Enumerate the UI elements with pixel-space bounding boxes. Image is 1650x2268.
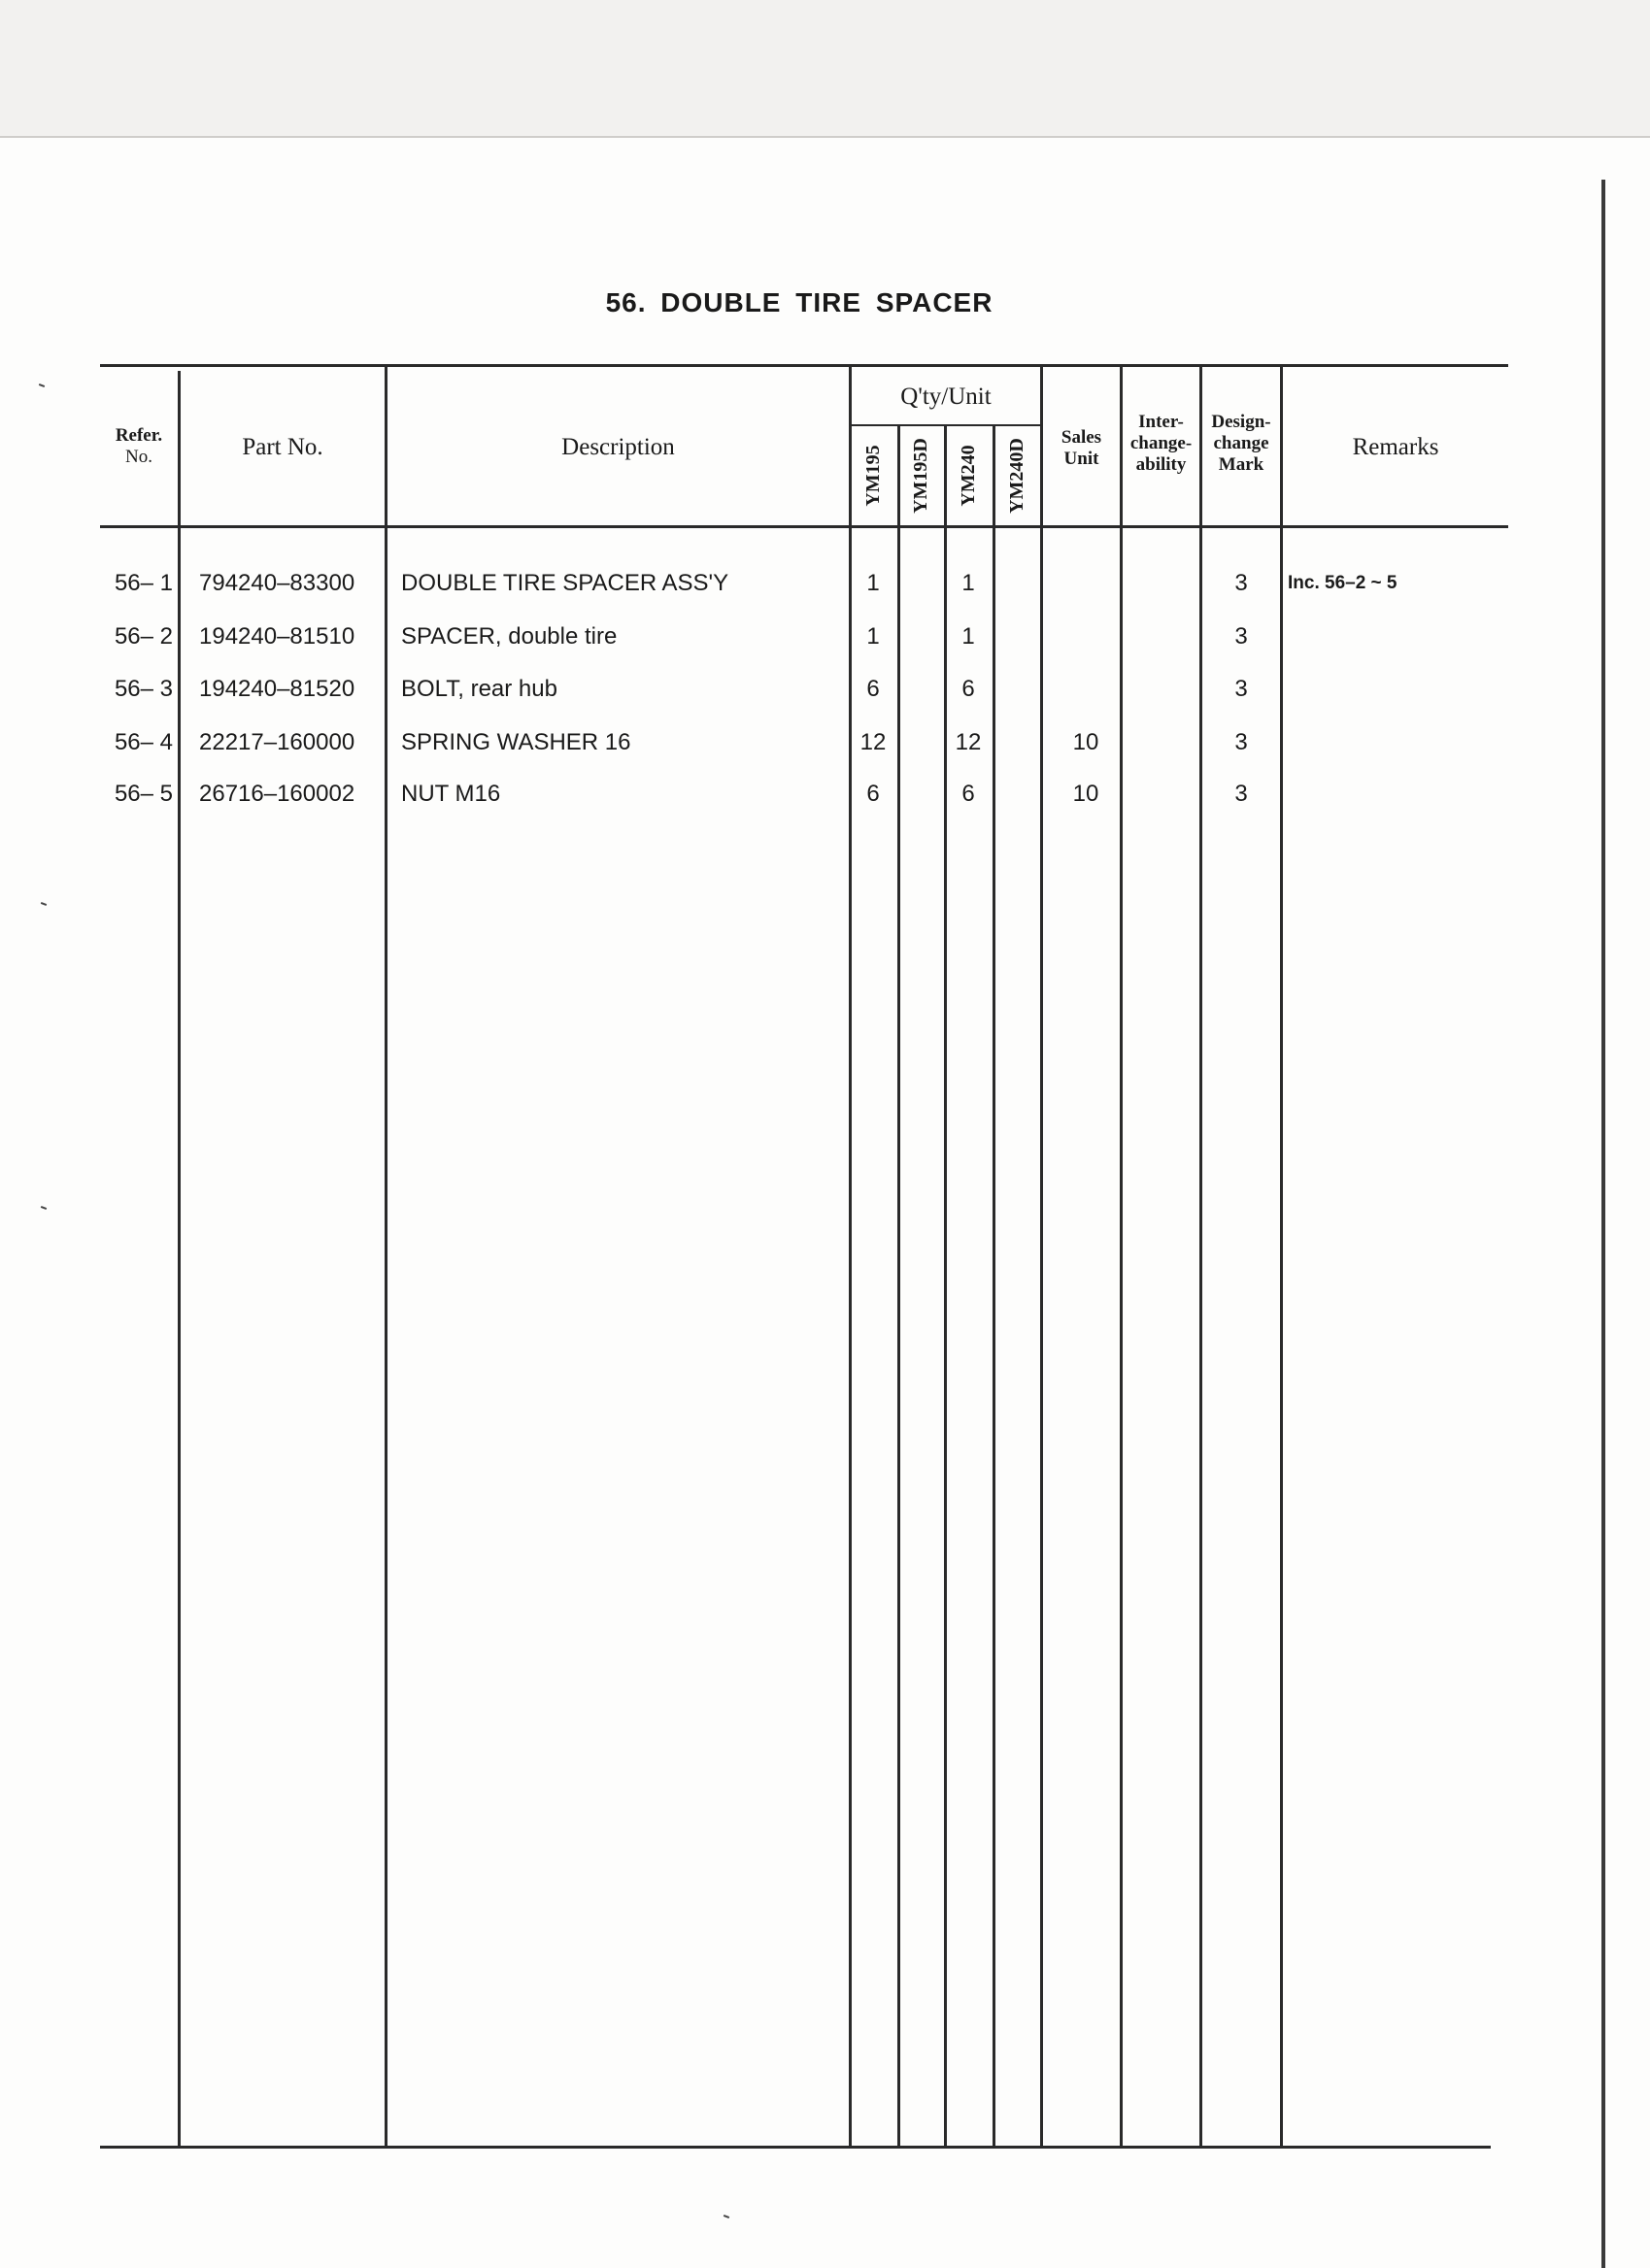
header-refer [100, 425, 178, 468]
header-ym240: YM240 [958, 445, 979, 507]
row-sales-unit [1059, 675, 1113, 704]
row-part-no: 194240–81510 [199, 623, 355, 650]
header-ym195d: YM195D [910, 438, 931, 514]
row-qty-ym240: 1 [961, 623, 975, 650]
row-sales-unit: 10 [1072, 729, 1099, 755]
header-inter-line1: Inter- [1138, 412, 1184, 432]
row-part-no: 194240–81520 [199, 676, 355, 702]
header-sales-line1: Sales [1061, 427, 1102, 448]
col-divider-design [1280, 367, 1283, 2148]
header-interchangeability [1123, 412, 1199, 476]
header-sales-line2: Unit [1063, 448, 1099, 469]
header-part-no: Part No. [242, 434, 323, 460]
header-inter-line3: ability [1135, 453, 1187, 475]
col-divider-ym240d [1040, 367, 1043, 2148]
row-sales-unit: 10 [1072, 781, 1099, 807]
row-description: BOLT, rear hub [401, 676, 557, 702]
row-design-mark: 3 [1234, 729, 1248, 755]
header-sales-unit [1043, 427, 1120, 470]
header-ym195: YM195 [862, 445, 884, 507]
header-design-line2: change [1213, 432, 1269, 453]
row-design-mark: 3 [1234, 623, 1248, 650]
row-description: SPRING WASHER 16 [401, 729, 631, 755]
row-ref: 56– 2 [114, 623, 173, 650]
header-qty-unit: Q'ty/Unit [900, 384, 992, 410]
row-design-mark: 3 [1234, 570, 1248, 596]
row-remark: Inc. 56–2 ~ 5 [1288, 573, 1397, 593]
header-design-line1: Design- [1211, 412, 1271, 432]
col-divider-ym240 [993, 424, 995, 2148]
table-top-rule [100, 364, 1508, 367]
row-ref: 56– 1 [114, 570, 173, 596]
row-qty-ym195: 6 [866, 676, 880, 702]
row-qty-ym240: 12 [955, 729, 982, 755]
row-part-no: 794240–83300 [199, 570, 355, 596]
header-refer-line2: No. [125, 446, 152, 467]
row-sales-unit [1059, 569, 1113, 598]
header-description: Description [561, 434, 675, 460]
row-qty-ym195: 12 [859, 729, 887, 755]
col-divider-ym195 [897, 424, 900, 2148]
row-part-no: 22217–160000 [199, 729, 355, 755]
row-description: NUT M16 [401, 781, 501, 807]
row-qty-ym195: 6 [866, 781, 880, 807]
row-description: SPACER, double tire [401, 623, 618, 650]
row-ref: 56– 5 [114, 781, 173, 807]
row-design-mark: 3 [1234, 676, 1248, 702]
row-sales-unit [1059, 622, 1113, 651]
row-qty-ym240: 1 [961, 570, 975, 596]
row-qty-ym240: 6 [961, 781, 975, 807]
scan-background [0, 0, 1650, 138]
col-divider-inter [1199, 367, 1202, 2148]
row-ref: 56– 4 [114, 729, 173, 755]
row-design-mark: 3 [1234, 781, 1248, 807]
col-divider-sales [1120, 367, 1123, 2148]
row-ref: 56– 3 [114, 676, 173, 702]
page-edge [1601, 180, 1605, 2268]
header-inter-line2: change- [1129, 432, 1193, 453]
row-qty-ym195: 1 [866, 623, 880, 650]
header-bottom-rule [100, 525, 1508, 528]
row-description: DOUBLE TIRE SPACER ASS'Y [401, 570, 729, 596]
row-qty-ym195: 1 [866, 570, 880, 596]
header-refer-line1: Refer. [115, 425, 163, 446]
header-design-line3: Mark [1218, 453, 1264, 475]
col-divider-ref [178, 371, 181, 2148]
col-divider-part [385, 367, 387, 2148]
page-title: 56. DOUBLE TIRE SPACER [605, 287, 993, 317]
header-design-change [1202, 412, 1280, 476]
row-qty-ym240: 6 [961, 676, 975, 702]
header-remarks: Remarks [1352, 434, 1439, 460]
header-ym240d: YM240D [1006, 438, 1027, 514]
row-part-no: 26716–160002 [199, 781, 355, 807]
